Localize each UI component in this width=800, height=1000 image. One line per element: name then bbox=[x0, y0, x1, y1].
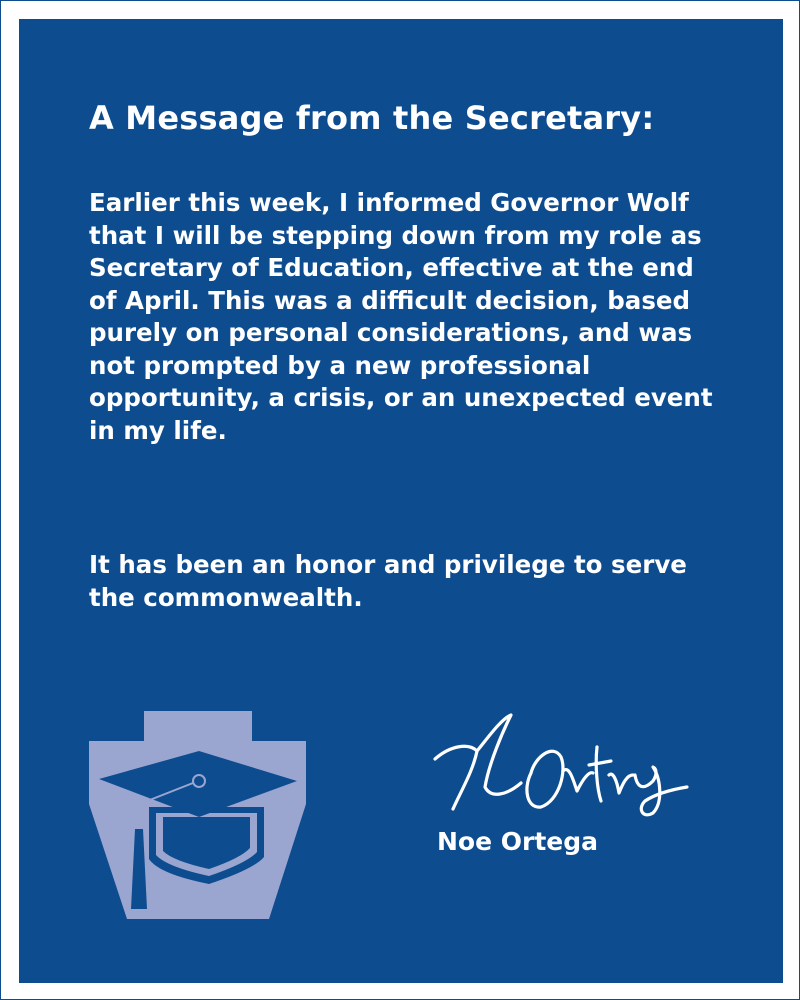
signer-name: Noe Ortega bbox=[437, 827, 599, 856]
message-title: A Message from the Secretary: bbox=[89, 99, 655, 137]
message-panel bbox=[19, 19, 783, 983]
keystone-graduation-cap-icon bbox=[89, 709, 307, 919]
message-paragraph-1: Earlier this week, I informed Governor Wolf that I will be stepping down from my role as Secretary of Education, effective at the end of April. This was a difficult decision, based purely on personal considerations, and was not prompted by a new professional opportunity, a crisis, or an unexpected event in my life. bbox=[89, 188, 713, 445]
message-paragraph-2: It has been an honor and privilege to serve the commonwealth. bbox=[89, 550, 687, 612]
signature-image bbox=[431, 709, 691, 819]
